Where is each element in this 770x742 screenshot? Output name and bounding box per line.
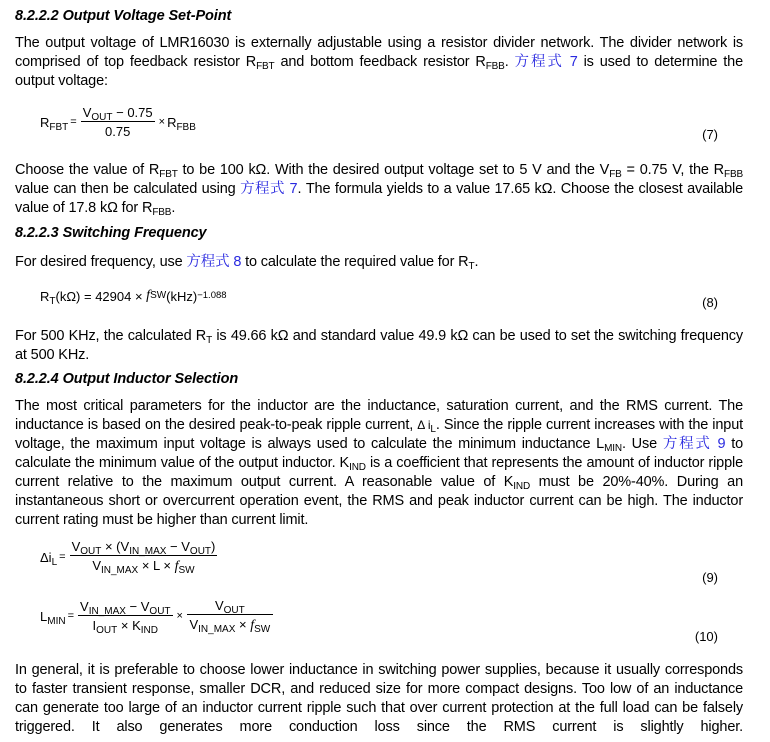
section-heading-8-2-2-4: 8.2.2.4 Output Inductor Selection bbox=[15, 371, 239, 387]
equation-9-link[interactable]: 方程式 9 bbox=[662, 436, 726, 452]
equation-8: $R_T(k\Omega)$ = 42904 × f SW (kHz) −1.088 bbox=[40, 288, 227, 307]
paragraph-inductor-parameters: The most critical parameters for the inductor are the inductance, saturation current, and the RMS current. The inductance is based on the desired peak-to-peak ripple current, Δ $i_L$. Since the ripple current increases with the input voltage, the maximum input voltage is always used to calculate the minimum inductance $L_{MIN}$. Use 方程式 9 to calculate the minimum value of the output inductor. $K_{IND}$ is a coefficient that represents the amount of inductor ripple current relative to the maximum output current. A reasonable value of $K_{IND}$ must be 20%-40%. During an instantaneous short or overcurrent operation event, the RMS and peak inductor current can be high. The inductor current rating must be higher than current limit. bbox=[15, 398, 744, 528]
equation-9: $\Delta i_L$ = $\frac{V_{OUT} \times (V_{IN\_MAX} - V_{OUT})}{V_{IN\_MAX} \times L \times f_{SW}}$ bbox=[40, 539, 216, 576]
paragraph-inductance-tradeoff: In general, it is preferable to choose lower inductance in switching power supplies, because it usually corresponds to faster transient response, smaller DCR, and reduced size for more compact designs. Too low of an inductance can generate too large of an inductor current ripple such that over current protection at the full load can be falsely triggered. It also generates more conduction loss since the RMS current is slightly higher. bbox=[15, 662, 743, 735]
equation-number-9: (9) bbox=[702, 570, 718, 585]
equation-8-link[interactable]: 方程式 8 bbox=[186, 254, 242, 270]
section-heading-8-2-2-3: 8.2.2.3 Switching Frequency bbox=[15, 225, 207, 241]
equation-number-10: (10) bbox=[694, 629, 718, 644]
equation-number-7: (7) bbox=[702, 127, 718, 142]
equation-7-link[interactable]: 方程式 7 bbox=[514, 54, 578, 70]
equation-7: $R_{FBT}$ = $\frac{V_{OUT} - 0.75}{0.75}$ × $R_{FBB}$ bbox=[40, 105, 196, 139]
equation-7-link-2[interactable]: 方程式 7 bbox=[240, 181, 298, 197]
paragraph-rt-value: For 500 KHz, the calculated $R_T$ is 49.66 kΩ and standard value 49.9 kΩ can be used to set the switching frequency at 500 KHz. bbox=[15, 328, 743, 363]
section-heading-8-2-2-2: 8.2.2.2 Output Voltage Set-Point bbox=[15, 8, 232, 24]
fraction: $\frac{V_{OUT} - 0.75}{0.75}$ bbox=[82, 105, 153, 139]
paragraph-frequency-intro: For desired frequency, use 方程式 8 to calculate the required value for $R_T$. bbox=[15, 254, 479, 272]
paragraph-output-voltage-intro: The output voltage of LMR16030 is externally adjustable using a resistor divider network. The divider network is comprised of top feedback resistor $R_{FBT}$ and bottom feedback resistor $R_{FBB}$. 方程式 7 is used to determine the output voltage: bbox=[15, 35, 743, 89]
paragraph-rfbb-selection: Choose the value of $R_{FBT}$ to be 100 kΩ. With the desired output voltage set to 5 V and the $V_{FB} = 0.75$ V, the $R_{FBB}$ value can then be calculated using 方程式 7. The formula yields to a value 17.65 kΩ. Choose the closest available value of 17.8 kΩ for $R_{FBB}$. bbox=[15, 162, 743, 218]
equation-10: $L_{MIN}$ = $\frac{V_{IN\_MAX} - V_{OUT}}{I_{OUT} \times K_{IND}}$ × $\frac{V_{OUT}}{V_{IN\_MAX} \times f_{SW}}$ bbox=[40, 599, 275, 633]
equation-number-8: (8) bbox=[702, 295, 718, 310]
